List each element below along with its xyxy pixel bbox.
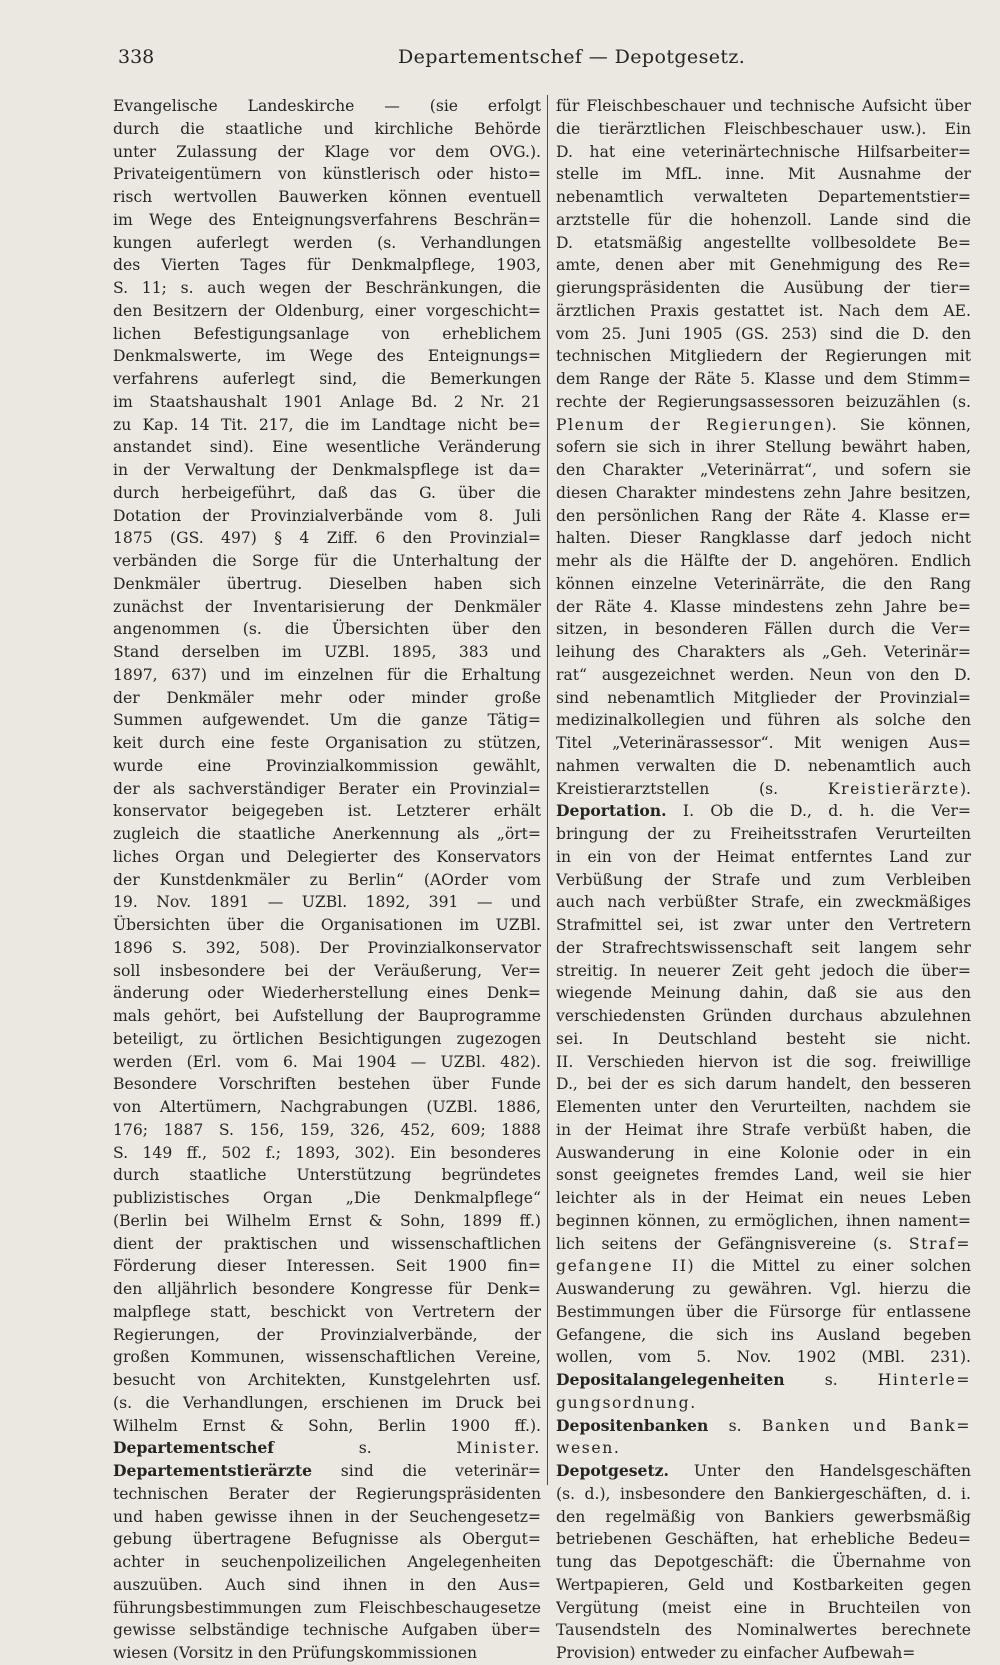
text-line <box>113 1051 541 1074</box>
body-text: Auswanderung in eine Kolonie oder in ein <box>556 1143 971 1162</box>
text-line <box>113 1005 541 1028</box>
body-text: vom 25. Juni 1905 (GS. 253) sind die D. den <box>556 324 971 343</box>
text-line <box>113 664 541 687</box>
text-line <box>113 1528 541 1551</box>
text-line <box>113 869 541 892</box>
text-line <box>556 459 971 482</box>
text-line <box>556 368 971 391</box>
text-line <box>556 1278 971 1301</box>
text-line <box>113 596 541 619</box>
body-text: I. Ob die D., d. h. die Ver= <box>666 802 971 821</box>
body-text: zugleich die staatliche Anerkennung als „ört= <box>113 825 541 843</box>
body-text: gewisse selbständige technische Aufgaben über= <box>113 1621 541 1640</box>
body-text: unter Zulassung der Klage vor dem OVG.). <box>113 142 541 161</box>
body-text: Privateigentümern von künstlerisch oder histo= <box>113 165 541 184</box>
text-line <box>556 505 971 528</box>
right-column <box>556 95 971 1665</box>
text-line <box>556 186 971 209</box>
text-line <box>556 1051 971 1074</box>
text-line <box>113 823 541 846</box>
body-text: streitig. In neuerer Zeit geht jedoch die über= <box>556 961 971 980</box>
body-text: soll insbesondere bei der Veräußerung, Ver= <box>113 961 541 980</box>
text-line <box>113 505 541 528</box>
body-text: beginnen können, zu ermöglichen, ihnen nament= <box>556 1211 971 1230</box>
body-text: auszuüben. Auch sind ihnen in den Aus= <box>113 1575 541 1594</box>
body-text: s. <box>274 1439 457 1458</box>
text-line <box>556 1005 971 1028</box>
text-line <box>556 891 971 914</box>
body-text: den regelmäßig von Bankiers gewerbsmäßig <box>556 1507 971 1526</box>
body-text: halten. Dieser Rangklasse darf jedoch nicht <box>556 529 971 548</box>
body-text: D. hat eine veterinärtechnische Hilfsarbeiter= <box>556 142 971 161</box>
body-text: sofern sie sich in ihrer Stellung bewährt haben, <box>556 438 971 457</box>
text-line <box>556 1119 971 1142</box>
body-text: Wertpapieren, Geld und Kostbarkeiten gegen <box>556 1575 971 1594</box>
body-text: amte, denen aber mit Genehmigung des Re= <box>556 256 971 275</box>
body-text: rechte der Regierungsassessoren beizuzählen (s. <box>556 392 971 411</box>
text-line <box>113 1346 541 1369</box>
body-text: der Räte 4. Klasse mindestens zehn Jahre be= <box>556 597 971 616</box>
body-text: sind nebenamtlich Mitglieder der Provinzial= <box>556 688 971 707</box>
cross-reference: wesen. <box>556 1439 621 1458</box>
text-line <box>556 1301 971 1324</box>
text-line <box>113 1460 541 1483</box>
body-text: technischen Berater der Regierungspräsidenten <box>113 1484 541 1503</box>
page-header <box>118 46 978 76</box>
text-line <box>556 960 971 983</box>
body-text: werden (Erl. vom 6. Mai 1904 — UZBl. 482). <box>113 1052 541 1071</box>
body-text: s. <box>708 1416 762 1435</box>
entry-headword: Deportation. <box>556 801 667 821</box>
text-line <box>113 1187 541 1210</box>
body-text: ) die Mittel zu einer solchen <box>687 1257 971 1276</box>
text-line <box>113 960 541 983</box>
text-line <box>556 596 971 619</box>
text-line <box>556 1619 971 1642</box>
body-text: zu Kap. 14 Tit. 217, die im Landtage nicht be= <box>113 415 541 434</box>
body-text: 1896 S. 392, 508). Der Provinzialkonservator <box>113 938 541 957</box>
body-text: in der Heimat ihre Strafe verbüßt haben, die <box>556 1120 971 1139</box>
text-line <box>113 1119 541 1142</box>
text-line <box>113 1255 541 1278</box>
text-line <box>556 391 971 414</box>
body-text: leihung des Charakters als „Geh. Veterinär= <box>556 643 971 661</box>
text-line <box>556 664 971 687</box>
text-line <box>113 618 541 641</box>
text-line <box>556 1506 971 1529</box>
body-text: auch nach verbüßter Strafe, ein zweckmäßiges <box>556 893 971 912</box>
text-line <box>113 1642 541 1665</box>
body-text: Regierungen, der Provinzialverbände, der <box>113 1325 541 1344</box>
body-text: stelle im MfL. inne. Mit Ausnahme der <box>556 165 971 184</box>
text-line <box>113 982 541 1005</box>
body-text: der als sachverständiger Berater ein Provinzial= <box>113 779 541 798</box>
text-line <box>113 414 541 437</box>
body-text: änderung oder Wiederherstellung eines Denk= <box>113 984 541 1003</box>
body-text: den persönlichen Rang der Räte 4. Klasse er= <box>556 506 971 525</box>
body-text: Summen aufgewendet. Um die ganze Tätig= <box>113 711 541 730</box>
body-text: Provision) entweder zu einfacher Aufbewah= <box>556 1644 916 1662</box>
text-line <box>556 163 971 186</box>
text-line <box>113 687 541 710</box>
text-line <box>113 436 541 459</box>
body-text: Verbüßung der Strafe und zum Verbleiben <box>556 870 971 889</box>
running-head: Departementschef — Depotgesetz. <box>398 46 746 68</box>
text-line <box>113 527 541 550</box>
entry-headword: Depositalangelegenheiten <box>556 1370 785 1389</box>
body-text: wurde eine Provinzialkommission gewählt, <box>113 756 541 775</box>
text-line <box>113 1392 541 1415</box>
body-text: in ein von der Heimat entferntes Land zur <box>556 847 971 866</box>
text-line <box>556 550 971 573</box>
text-line <box>113 937 541 960</box>
text-line <box>556 732 971 755</box>
body-text: den alljährlich besondere Kongresse für Denk= <box>113 1280 541 1298</box>
body-text: gierungspräsidenten die Ausübung der tier= <box>556 279 971 297</box>
body-text: keit durch eine feste Organisation zu stützen, <box>113 734 541 752</box>
body-text: dem Range der Räte 5. Klasse und dem Stimm= <box>556 370 971 388</box>
text-line <box>113 1210 541 1233</box>
body-text: Auswanderung zu gewähren. Vgl. hierzu die <box>556 1280 971 1298</box>
body-text: bringung der zu Freiheitsstrafen Verurteilten <box>556 825 971 843</box>
text-line <box>113 459 541 482</box>
body-text: der Kunstdenkmäler zu Berlin“ (AOrder vom <box>113 870 541 889</box>
text-line <box>113 277 541 300</box>
body-text: zunächst der Inventarisierung der Denkmäler <box>113 597 541 616</box>
body-text: 176; 1887 S. 156, 159, 326, 452, 609; 1888 <box>113 1120 541 1139</box>
text-line <box>556 1597 971 1620</box>
body-text: durch staatliche Unterstützung begründetes <box>113 1166 541 1185</box>
left-column <box>113 95 541 1665</box>
body-text: von Altertümern, Nachgrabungen (UZBl. 1886, <box>113 1098 541 1116</box>
text-line <box>113 1369 541 1392</box>
body-text: dient der praktischen und wissenschaftlichen <box>113 1234 541 1253</box>
body-text: Bestimmungen über die Fürsorge für entlassene <box>556 1302 971 1321</box>
text-line <box>113 1164 541 1187</box>
body-text: tung das Depotgeschäft: die Übernahme von <box>556 1553 971 1571</box>
body-text: wiegende Meinung dahin, daß sie aus den <box>556 984 971 1003</box>
body-text: liches Organ und Delegierter des Konservators <box>113 847 541 866</box>
text-line <box>556 1483 971 1506</box>
cross-reference: Minister. <box>456 1439 541 1458</box>
body-text: technischen Mitgliedern der Regierungen mit <box>556 347 971 366</box>
text-line <box>113 1096 541 1119</box>
text-line <box>556 254 971 277</box>
text-line <box>113 300 541 323</box>
body-text: im Wege des Enteignungsverfahrens Beschrän= <box>113 210 541 229</box>
body-text: Kreistierarztstellen (s. <box>556 779 828 798</box>
text-line <box>556 641 971 664</box>
text-line <box>556 1551 971 1574</box>
text-line <box>113 368 541 391</box>
body-text: nebenamtlich verwalteten Departementstier= <box>556 188 971 206</box>
body-text: durch herbeigeführt, daß das G. über die <box>113 483 541 502</box>
text-line <box>113 141 541 164</box>
body-text: D. etatsmäßig angestellte vollbesoldete Be= <box>556 233 971 252</box>
body-text: Förderung dieser Interessen. Seit 1900 fin= <box>113 1257 541 1276</box>
entry-headword: Depositenbanken <box>556 1415 709 1435</box>
text-line <box>113 118 541 141</box>
body-text: die tierärztlichen Fleischbeschauer usw.). Ein <box>556 119 971 138</box>
text-line <box>113 709 541 732</box>
text-line <box>113 641 541 664</box>
body-text: den Charakter „Veterinärrat“, und sofern sie <box>556 461 971 479</box>
body-text: Gefangene, die sich ins Ausland begeben <box>556 1325 971 1344</box>
body-text: sitzen, in besonderen Fällen durch die Ver= <box>556 620 971 639</box>
text-line <box>113 1028 541 1051</box>
body-text: Evangelische Landeskirche — (sie erfolgt <box>113 97 541 115</box>
body-text: achter in seuchenpolizeilichen Angelegenheiten <box>113 1553 541 1571</box>
text-line <box>556 1210 971 1233</box>
text-line <box>113 1278 541 1301</box>
text-line <box>556 618 971 641</box>
text-line <box>556 1324 971 1347</box>
text-line <box>113 800 541 823</box>
body-text: 1897, 637) und im einzelnen für die Erhaltung <box>113 665 541 684</box>
text-line <box>556 1574 971 1597</box>
body-text: publizistisches Organ „Die Denkmalpflege“ <box>113 1189 541 1207</box>
text-line <box>113 95 541 118</box>
text-line <box>556 1642 971 1665</box>
body-text: arztstelle für die hohenzoll. Lande sind die <box>556 210 971 229</box>
text-line <box>556 1415 971 1438</box>
body-text: 19. Nov. 1891 — UZBl. 1892, 391 — und <box>113 893 541 912</box>
body-text: medizinalkollegien und führen als solche den <box>556 711 971 730</box>
body-text: Unter den Handelsgeschäften <box>668 1462 971 1480</box>
body-text: durch die staatliche und kirchliche Behörde <box>113 119 541 138</box>
body-text: können einzelne Veterinärräte, die den Rang <box>556 574 971 593</box>
text-line <box>113 1483 541 1506</box>
text-line <box>113 1301 541 1324</box>
body-text: (s. d.), insbesondere den Bankiergeschäften, d. i. <box>556 1484 971 1503</box>
text-line <box>556 1460 971 1483</box>
text-line <box>556 800 971 823</box>
body-text: sei. In Deutschland besteht sie nicht. <box>556 1029 971 1048</box>
text-line <box>556 527 971 550</box>
body-text: Titel „Veterinärassessor“. Mit wenigen Aus= <box>556 734 971 752</box>
text-line <box>556 118 971 141</box>
text-line <box>113 232 541 255</box>
body-text: Stand derselben im UZBl. 1895, 383 und <box>113 643 541 661</box>
text-line <box>556 1233 971 1256</box>
text-line <box>556 982 971 1005</box>
body-text: rat“ ausgezeichnet werden. Neun von den D. <box>556 665 971 684</box>
body-text: lichen Befestigungsanlage von erheblichem <box>113 324 541 343</box>
body-text: sind die veterinär= <box>312 1462 541 1480</box>
body-text: Denkmäler übertrug. Dieselben haben sich <box>113 574 541 593</box>
text-line <box>113 846 541 869</box>
text-line <box>113 550 541 573</box>
body-text: Vergütung (meist eine in Bruchteilen von <box>556 1598 971 1617</box>
body-text: Besondere Vorschriften bestehen über Funde <box>113 1075 541 1094</box>
text-line <box>556 823 971 846</box>
text-line <box>556 755 971 778</box>
text-line <box>113 1415 541 1438</box>
cross-reference: gungsordnung. <box>556 1393 697 1412</box>
body-text: Tausendsteln des Nominalwertes berechnete <box>556 1621 971 1640</box>
body-text: Strafmittel sei, ist zwar unter den Vertretern <box>556 916 971 934</box>
column-divider <box>547 95 548 1485</box>
body-text: S. 11; s. auch wegen der Beschränkungen, die <box>113 279 541 297</box>
body-text: angenommen (s. die Übersichten über den <box>113 620 541 639</box>
text-line <box>556 300 971 323</box>
entry-headword: Departementschef <box>113 1438 274 1458</box>
body-text: verbänden die Sorge für die Unterhaltung der <box>113 552 541 570</box>
body-text: sonst geeignetes fremdes Land, weil sie hier <box>556 1166 971 1185</box>
text-line <box>113 732 541 755</box>
text-line <box>113 1233 541 1256</box>
text-line <box>556 95 971 118</box>
text-line <box>556 323 971 346</box>
text-line <box>113 573 541 596</box>
text-line <box>113 1551 541 1574</box>
text-line <box>556 1164 971 1187</box>
body-text: II. Verschieden hiervon ist die sog. freiwillige <box>556 1052 971 1071</box>
body-text: D., bei der es sich darum handelt, den besseren <box>556 1075 971 1094</box>
text-line <box>556 1528 971 1551</box>
body-text: Elementen unter den Verurteilten, nachdem sie <box>556 1098 971 1116</box>
body-text: des Vierten Tages für Denkmalpflege, 1903, <box>113 256 541 275</box>
cross-reference: gefangene II <box>556 1257 688 1276</box>
text-line <box>113 254 541 277</box>
body-text: führungsbestimmungen zum Fleischbeschaugesetze <box>113 1598 541 1617</box>
text-line <box>556 436 971 459</box>
body-text: anstandet sind). Eine wesentliche Veränderung <box>113 438 541 457</box>
text-line <box>113 891 541 914</box>
body-text: der Strafrechtswissenschaft seit langem sehr <box>556 938 971 957</box>
body-text: Wilhelm Ernst & Sohn, Berlin 1900 ff.). <box>113 1416 541 1435</box>
body-text: großen Kommunen, wissenschaftlichen Vereine, <box>113 1348 541 1367</box>
text-line <box>556 1255 971 1278</box>
body-text: leichter als in der Heimat ein neues Leben <box>556 1189 971 1207</box>
body-text: und haben gewisse ihnen in der Seuchengesetz= <box>113 1507 541 1526</box>
body-text: besucht von Architekten, Kunstgelehrten usf. <box>113 1371 541 1389</box>
text-line <box>556 709 971 732</box>
text-line <box>556 687 971 710</box>
body-text: (Berlin bei Wilhelm Ernst & Sohn, 1899 ff.) <box>113 1211 541 1230</box>
body-text: kungen auferlegt werden (s. Verhandlungen <box>113 233 541 252</box>
text-line <box>556 1028 971 1051</box>
body-text: mehr als die Hälfte der D. angehören. Endlich <box>556 552 971 570</box>
body-text: wiesen (Vorsitz in den Prüfungskommissionen <box>113 1644 478 1662</box>
text-line <box>556 209 971 232</box>
text-line <box>113 209 541 232</box>
text-line <box>113 163 541 186</box>
text-line <box>556 1073 971 1096</box>
text-line <box>113 1597 541 1620</box>
page-number: 338 <box>118 46 155 68</box>
body-text: mals gehört, bei Aufstellung der Bauprogramme <box>113 1007 541 1025</box>
body-text: ). Sie können, <box>825 415 971 434</box>
body-text: der Denkmäler mehr oder minder große <box>113 688 541 707</box>
text-line <box>556 414 971 437</box>
body-text: (s. die Verhandlungen, erschienen im Druck bei <box>113 1393 541 1412</box>
body-text: risch wertvollen Bauwerken können eventuell <box>113 188 541 206</box>
cross-reference: Kreistierärzte <box>827 779 960 798</box>
text-line <box>556 1346 971 1369</box>
body-text: im Staatshaushalt 1901 Anlage Bd. 2 Nr. 21 <box>113 392 541 411</box>
text-line <box>556 778 971 801</box>
text-line <box>113 1324 541 1347</box>
body-text: S. 149 ff., 502 f.; 1893, 302). Ein besonderes <box>113 1143 541 1162</box>
text-line <box>113 1574 541 1597</box>
text-line <box>113 186 541 209</box>
body-text: ). <box>959 779 971 798</box>
entry-headword: Depotgesetz. <box>556 1461 669 1480</box>
text-line <box>556 1437 971 1460</box>
body-text: gebung übertragene Befugnisse als Obergut= <box>113 1530 541 1549</box>
text-line <box>113 1073 541 1096</box>
cross-reference: Plenum der Regierungen <box>556 415 826 434</box>
cross-reference: Hinterle= <box>877 1371 971 1389</box>
text-line <box>113 914 541 937</box>
text-line <box>113 1437 541 1460</box>
body-text: Übersichten über die Organisationen im UZBl. <box>113 916 541 934</box>
text-line <box>556 914 971 937</box>
text-line <box>556 232 971 255</box>
body-text: wollen, vom 5. Nov. 1902 (MBl. 231). <box>556 1348 971 1367</box>
body-text: verfahrens auferlegt sind, die Bemerkungen <box>113 370 541 388</box>
text-line <box>113 1506 541 1529</box>
text-line <box>556 573 971 596</box>
text-line <box>113 482 541 505</box>
text-line <box>113 778 541 801</box>
body-text: s. <box>784 1371 878 1389</box>
text-line <box>556 869 971 892</box>
body-text: 1875 (GS. 497) § 4 Ziff. 6 den Provinzial= <box>113 529 541 548</box>
body-text: betriebenen Geschäften, hat erhebliche Bedeu= <box>556 1530 971 1549</box>
cross-reference: Straf= <box>908 1234 971 1253</box>
text-line <box>113 755 541 778</box>
text-line <box>556 345 971 368</box>
body-text: lich seitens der Gefängnisvereine (s. <box>556 1234 909 1253</box>
text-line <box>556 277 971 300</box>
text-line <box>113 345 541 368</box>
text-line <box>556 937 971 960</box>
body-text: nahmen verwalten die D. nebenamtlich auch <box>556 756 971 775</box>
text-line <box>113 1619 541 1642</box>
cross-reference: Banken und Bank= <box>761 1416 971 1435</box>
text-line <box>556 1369 971 1392</box>
body-text: diesen Charakter mindestens zehn Jahre besitzen, <box>556 483 971 502</box>
body-text: Dotation der Provinzialverbände vom 8. Juli <box>113 506 541 525</box>
entry-headword: Departementstierärzte <box>113 1461 313 1480</box>
body-text: ärztlichen Praxis gestattet ist. Nach dem AE. <box>556 301 971 320</box>
body-text: Denkmalswerte, im Wege des Enteignungs= <box>113 347 541 366</box>
body-text: beteiligt, zu örtlichen Besichtigungen zugezogen <box>113 1029 541 1048</box>
text-line <box>556 1096 971 1119</box>
body-text: konservator beigegeben ist. Letzterer erhält <box>113 802 541 821</box>
text-line <box>556 1142 971 1165</box>
text-line <box>556 1187 971 1210</box>
body-text: den Besitzern der Oldenburg, einer vorgeschicht= <box>113 301 541 320</box>
text-line <box>556 846 971 869</box>
body-text: malpflege statt, beschickt von Vertretern der <box>113 1302 541 1321</box>
text-line <box>113 323 541 346</box>
text-line <box>113 391 541 414</box>
text-line <box>556 141 971 164</box>
text-line <box>556 1392 971 1415</box>
body-text: verschiedensten Gründen durchaus abzulehnen <box>556 1007 971 1025</box>
text-line <box>113 1142 541 1165</box>
body-text: für Fleischbeschauer und technische Aufsicht über <box>556 97 971 115</box>
body-text: in der Verwaltung der Denkmalspflege ist da= <box>113 461 541 479</box>
text-line <box>556 482 971 505</box>
